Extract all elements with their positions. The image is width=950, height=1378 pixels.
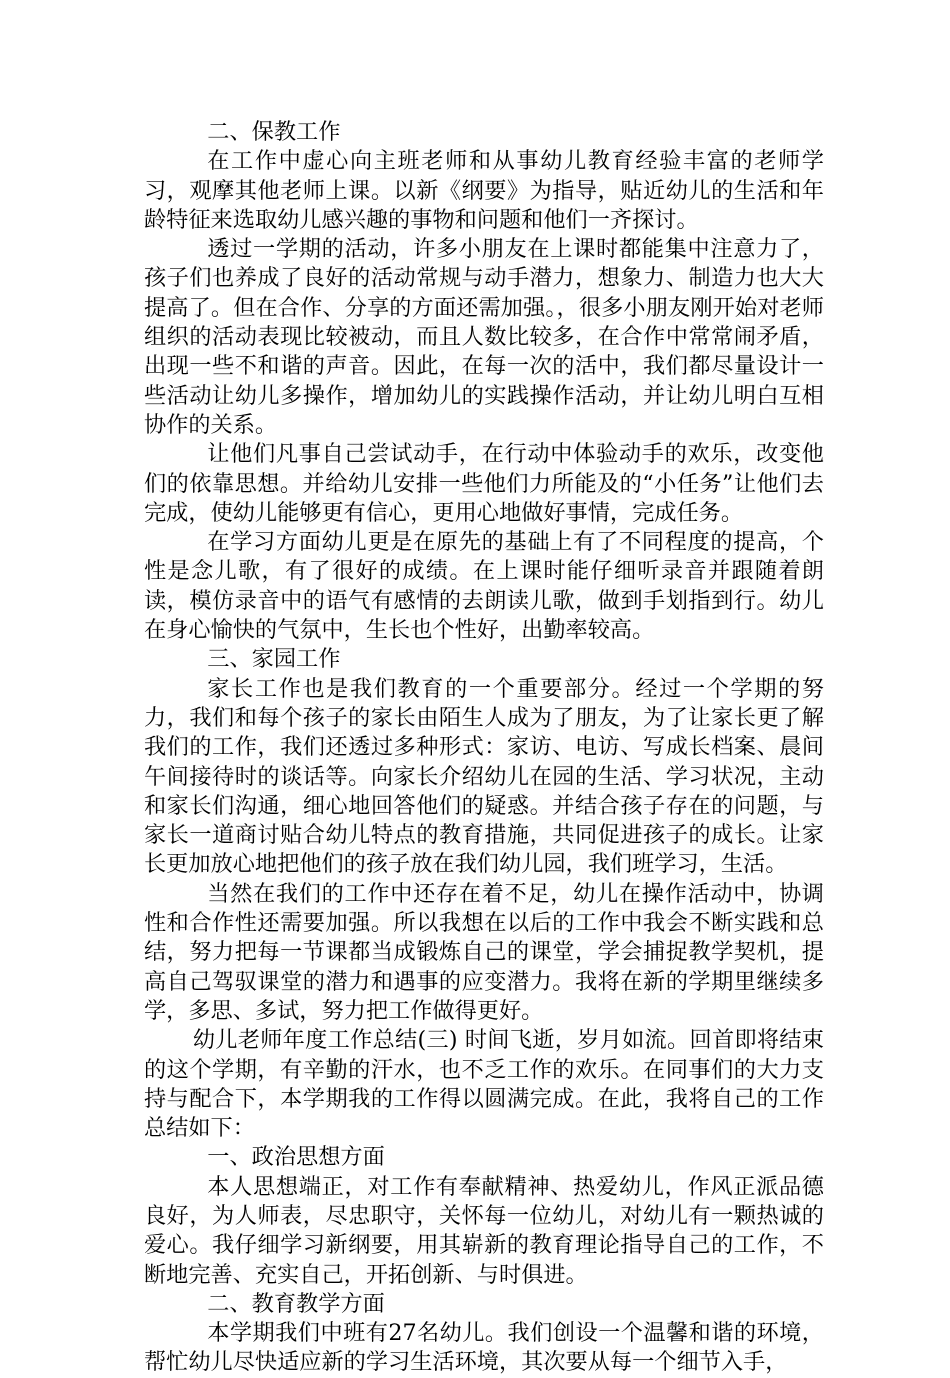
section-heading-political-thought: 一、政治思想方面 <box>207 1144 385 1171</box>
paragraph-summary-three: 幼儿老师年度工作总结(三) 时间飞逝，岁月如流。回首即将结束的这个学期，有辛勤的汗水，也不乏工作的欢乐。在同事们的大力支持与配合下，本学期我的工作得以圆满完成。在此，我将自己的工作总结如下： <box>144 1027 824 1142</box>
paragraph: 家长工作也是我们教育的一个重要部分。经过一个学期的努力，我们和每个孩子的家长由陌生人成为了朋友，为了让家长更了解我们的工作，我们还透过多种形式：家访、电访、写成长档案、晨间午间接待时的谈话等。向家长介绍幼儿在园的生活、学习状况，主动和家长们沟通，细心地回答他们的疑惑。并结合孩子存在的问题，与家长一道商讨贴合幼儿特点的教育措施，共同促进孩子的成长。让家长更加放心地把他们的孩子放在我们幼儿园，我们班学习，生活。 <box>144 675 824 878</box>
paragraph: 本学期我们中班有27名幼儿。我们创设一个温馨和谐的环境，帮忙幼儿尽快适应新的学习生活环境，其次要从每一个细节入手， <box>144 1320 824 1376</box>
paragraph: 在学习方面幼儿更是在原先的基础上有了不同程度的提高，个性是念儿歌，有了很好的成绩。在上课时能仔细听录音并跟随着朗读，模仿录音中的语气有感情的去朗读儿歌，做到手划指到行。幼儿在身心愉快的气氛中，生长也个性好，出勤率较高。 <box>144 529 824 644</box>
paragraph: 在工作中虚心向主班老师和从事幼儿教育经验丰富的老师学习，观摩其他老师上课。以新《纲要》为指导，贴近幼儿的生活和年龄特征来选取幼儿感兴趣的事物和问题和他们一齐探讨。 <box>144 148 824 233</box>
section-heading-home-school: 三、家园工作 <box>207 646 341 673</box>
document-body <box>144 118 824 1378</box>
paragraph: 本人思想端正，对工作有奉献精神、热爱幼儿，作风正派品德良好，为人师表，尽忠职守，关怀每一位幼儿，对幼儿有一颗热诚的爱心。我仔细学习新纲要，用其崭新的教育理论指导自己的工作，不断地完善、充实自己，开拓创新、与时俱进。 <box>144 1173 824 1288</box>
paragraph: 让他们凡事自己尝试动手，在行动中体验动手的欢乐，改变他们的依靠思想。并给幼儿安排一些他们力所能及的“小任务”让他们去完成，使幼儿能够更有信心，更用心地做好事情，完成任务。 <box>144 441 824 526</box>
section-heading-teaching: 二、教育教学方面 <box>207 1290 385 1317</box>
section-heading-care-education: 二、保教工作 <box>207 119 341 145</box>
paragraph: 透过一学期的活动，许多小朋友在上课时都能集中注意力了，孩子们也养成了良好的活动常规与动手潜力，想象力、制造力也大大提高了。但在合作、分享的方面还需加强。，很多小朋友刚开始对老师组织的活动表现比较被动，而且人数比较多，在合作中常常闹矛盾，出现一些不和谐的声音。因此，在每一次的活中，我们都尽量设计一些活动让幼儿多操作，增加幼儿的实践操作活动，并让幼儿明白互相协作的关系。 <box>144 236 824 438</box>
paragraph: 当然在我们的工作中还存在着不足，幼儿在操作活动中，协调性和合作性还需要加强。所以我想在以后的工作中我会不断实践和总结，努力把每一节课都当成锻炼自己的课堂，学会捕捉教学契机，提高自己驾驭课堂的潜力和遇事的应变潜力。我将在新的学期里继续多学，多思、多试，努力把工作做得更好。 <box>144 880 824 1024</box>
